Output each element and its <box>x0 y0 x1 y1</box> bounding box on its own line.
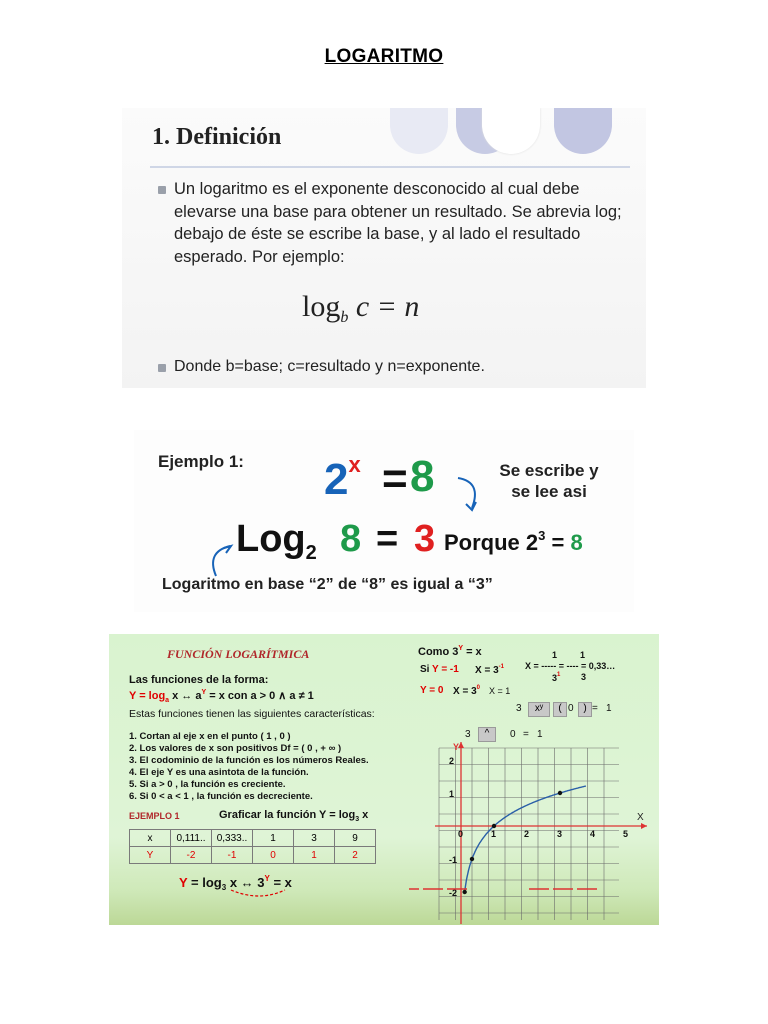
x-axis-label: X <box>637 812 644 823</box>
y-tick-label: -1 <box>449 855 458 865</box>
calc-equals: = <box>592 703 598 714</box>
table-cell: 3 <box>294 830 335 847</box>
example-task: Graficar la función $Y = \log_3 x$ <box>219 809 369 823</box>
x-equals-1: X = 1 <box>489 686 511 696</box>
divider <box>150 166 630 168</box>
data-point <box>558 791 562 795</box>
x-tick-label: 1 <box>491 829 497 839</box>
table-cell: 0 <box>253 847 294 864</box>
function-form: $Y = \log_a x$ ↔ $a^Y = x$ con a > 0 ∧ a ≠ 1 <box>129 689 314 704</box>
table-cell: -2 <box>171 847 212 864</box>
table-cell: 0,111.. <box>171 830 212 847</box>
table-cell: 9 <box>335 830 376 847</box>
log-graph <box>409 738 659 925</box>
bottom-formula: $Y = \log_3 x$ ↔ $3^Y = x$ <box>179 874 292 892</box>
si-zero: Y = 0 <box>420 685 444 696</box>
function-title: FUNCIÓN LOGARÍTMICA <box>167 647 310 661</box>
table-cell: 2 <box>335 847 376 864</box>
property-item: 6. Si 0 < a < 1 , la función es decreciente. <box>129 791 313 802</box>
table-row <box>130 830 376 847</box>
example-slide <box>134 430 634 612</box>
y-tick-label: 2 <box>449 756 455 766</box>
data-point <box>470 857 474 861</box>
example-note: Se escribe y se lee asi <box>499 461 599 501</box>
y-tick-label: 1 <box>449 789 455 799</box>
calc-result: 1 <box>606 703 612 714</box>
bullet-icon <box>158 186 166 194</box>
page-title: LOGARITMO <box>324 46 444 67</box>
fraction-num: 1 <box>580 650 586 660</box>
data-point <box>492 824 496 828</box>
calc-key-paren-close: ) <box>578 702 592 717</box>
y-axis-label: Y <box>453 742 460 752</box>
definition-slide <box>122 108 646 388</box>
values-table <box>129 829 376 864</box>
definition-footer: Donde b=base; c=resultado y n=exponente. <box>174 358 485 375</box>
power-equals: = <box>382 454 408 503</box>
porque-text: Porque $2^3 = 8$ <box>444 528 583 555</box>
x-tick-label: 5 <box>623 829 629 839</box>
power-expression: 2$^x$ <box>324 452 361 504</box>
bullet-icon <box>158 364 166 372</box>
x-equals-3-minus1: $X = 3^{-1}$ <box>475 664 504 676</box>
property-item: 4. El eje Y es una asintota de la función. <box>129 767 309 778</box>
x-tick-label: 0 <box>458 829 464 839</box>
example-label: Ejemplo 1: <box>158 452 244 471</box>
power-result: 8 <box>410 452 435 501</box>
property-item: 3. El codominio de la función es los números Reales. <box>129 755 369 766</box>
calc-digit: 0 <box>568 703 574 714</box>
x-equals-3-zero: $X = 3^0$ <box>453 685 480 697</box>
x-tick-label: 2 <box>524 829 530 839</box>
table-row <box>130 847 376 864</box>
property-item: 5. Si a > 0 , la función es creciente. <box>129 779 286 790</box>
log-expression: Log$_2$ <box>236 518 317 564</box>
log-result: 3 <box>414 518 436 560</box>
example-footer: Logaritmo en base “2” de “8” es igual a “3” <box>162 576 493 593</box>
example-label: EJEMPLO 1 <box>129 811 180 821</box>
table-cell: 1 <box>253 830 294 847</box>
log-equals: = <box>376 518 399 560</box>
calc-digit: 3 <box>516 703 522 714</box>
como-text: Como $3^Y = x$ <box>418 645 482 658</box>
definition-paragraph: Un logaritmo es el exponente desconocido al cual debe elevarse una base para obtener un resultado. Se abrevia log; debajo de éste se escribe la base, y al lado el resultado esperado. Por ejemplo: <box>174 180 622 266</box>
y-tick-label: -2 <box>449 888 458 898</box>
calc-digit: 3 <box>465 729 471 740</box>
table-cell: -1 <box>212 847 253 864</box>
log-argument: 8 <box>340 518 362 560</box>
calc-key-power: xʸ <box>528 702 550 717</box>
table-cell: 1 <box>294 847 335 864</box>
x-tick-label: 4 <box>590 829 596 839</box>
characteristics-intro: Estas funciones tienen las siguientes características: <box>129 708 375 720</box>
calc-digit: 0 <box>510 729 516 740</box>
curved-arrow-icon <box>452 474 492 514</box>
fraction-num: 1 <box>552 650 558 660</box>
decor-circle <box>554 108 612 154</box>
calc-equals: = <box>523 729 529 740</box>
property-item: 1. Cortan al eje x en el punto ( 1 , 0 ) <box>129 731 291 742</box>
si-minus-one: Si Y = -1 <box>420 664 459 675</box>
table-cell: x <box>130 830 171 847</box>
property-item: 2. Los valores de x son positivos Df = ( 0 , + ∞ ) <box>129 743 342 754</box>
definition-heading: 1. Definición <box>152 124 282 150</box>
decor-circle <box>390 108 448 154</box>
definition-formula: $\log_b c = n$ <box>302 290 420 326</box>
dashed-arrow-icon <box>229 886 289 900</box>
fraction-den: $3^1$ <box>552 672 561 683</box>
calc-result: 1 <box>537 729 543 740</box>
fraction-line: X = ----- = ---- = 0,33… <box>525 661 616 671</box>
fraction-den: 3 <box>581 672 587 682</box>
function-slide <box>109 634 659 925</box>
calc-key-paren-open: ( <box>553 702 567 717</box>
data-point <box>462 890 466 894</box>
function-intro: Las funciones de la forma: <box>129 674 269 686</box>
table-cell: 0,333.. <box>212 830 253 847</box>
log-curve <box>465 786 586 894</box>
calc-key-caret: ^ <box>478 727 496 742</box>
x-axis-arrow <box>641 823 647 829</box>
x-tick-label: 3 <box>557 829 563 839</box>
table-cell: Y <box>130 847 171 864</box>
